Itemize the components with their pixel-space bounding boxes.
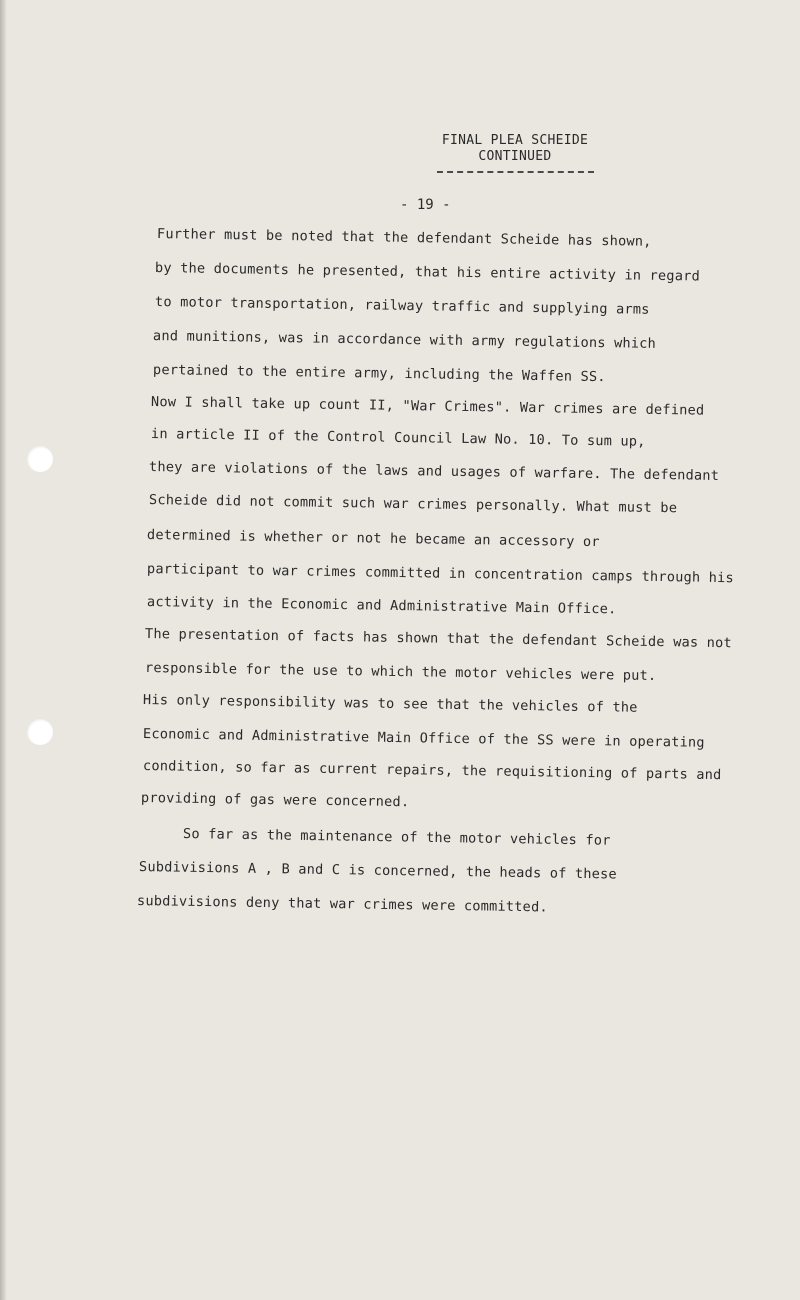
body-line: The presentation of facts has shown that the defendant Scheide was not <box>144 626 732 652</box>
body-line: providing of gas were concerned. <box>140 790 410 811</box>
body-line: Economic and Administrative Main Office of the SS were in operating <box>142 726 705 751</box>
body-line: and munitions, was in accordance with army regulations which <box>152 328 657 352</box>
body-line: they are violations of the laws and usages of warfare. The defendant <box>148 459 720 484</box>
header-subtitle: CONTINUED <box>478 149 552 164</box>
body-line: to motor transportation, railway traffic and supplying arms <box>154 294 650 318</box>
punch-hole-top <box>27 446 53 472</box>
header-divider <box>437 171 594 173</box>
body-line: activity in the Economic and Administrative Main Office. <box>146 594 617 618</box>
body-line: participant to war crimes committed in concentration camps through his <box>146 561 734 587</box>
body-line: responsible for the use to which the motor vehicles were put. <box>144 660 657 685</box>
body-line: condition, so far as current repairs, the requisitioning of parts and <box>142 758 722 784</box>
body-line: Scheide did not commit such war crimes personally. What must be <box>148 492 678 517</box>
document-header <box>430 133 600 165</box>
body-line: His only responsibility was to see that the vehicles of the <box>142 692 638 716</box>
body-line: in article II of the Control Council Law No. 10. To sum up, <box>150 426 646 450</box>
body-line: Subdivisions A , B and C is concerned, the heads of these <box>138 859 617 883</box>
body-line: pertained to the entire army, including the Waffen SS. <box>152 362 606 386</box>
header-title: FINAL PLEA SCHEIDE <box>441 133 589 148</box>
body-line: Now I shall take up count II, "War Crimes". War crimes are defined <box>150 394 705 419</box>
page-number: - 19 - <box>400 197 451 213</box>
page-edge-shadow <box>0 0 7 1300</box>
body-line: So far as the maintenance of the motor vehicles for <box>182 826 611 849</box>
body-line: determined is whether or not he became an accessory or <box>146 527 600 551</box>
body-line: Further must be noted that the defendant Scheide has shown, <box>156 226 652 250</box>
body-line: subdivisions deny that war crimes were committed. <box>136 893 548 916</box>
body-line: by the documents he presented, that his entire activity in regard <box>154 260 701 285</box>
punch-hole-bottom <box>27 719 53 745</box>
